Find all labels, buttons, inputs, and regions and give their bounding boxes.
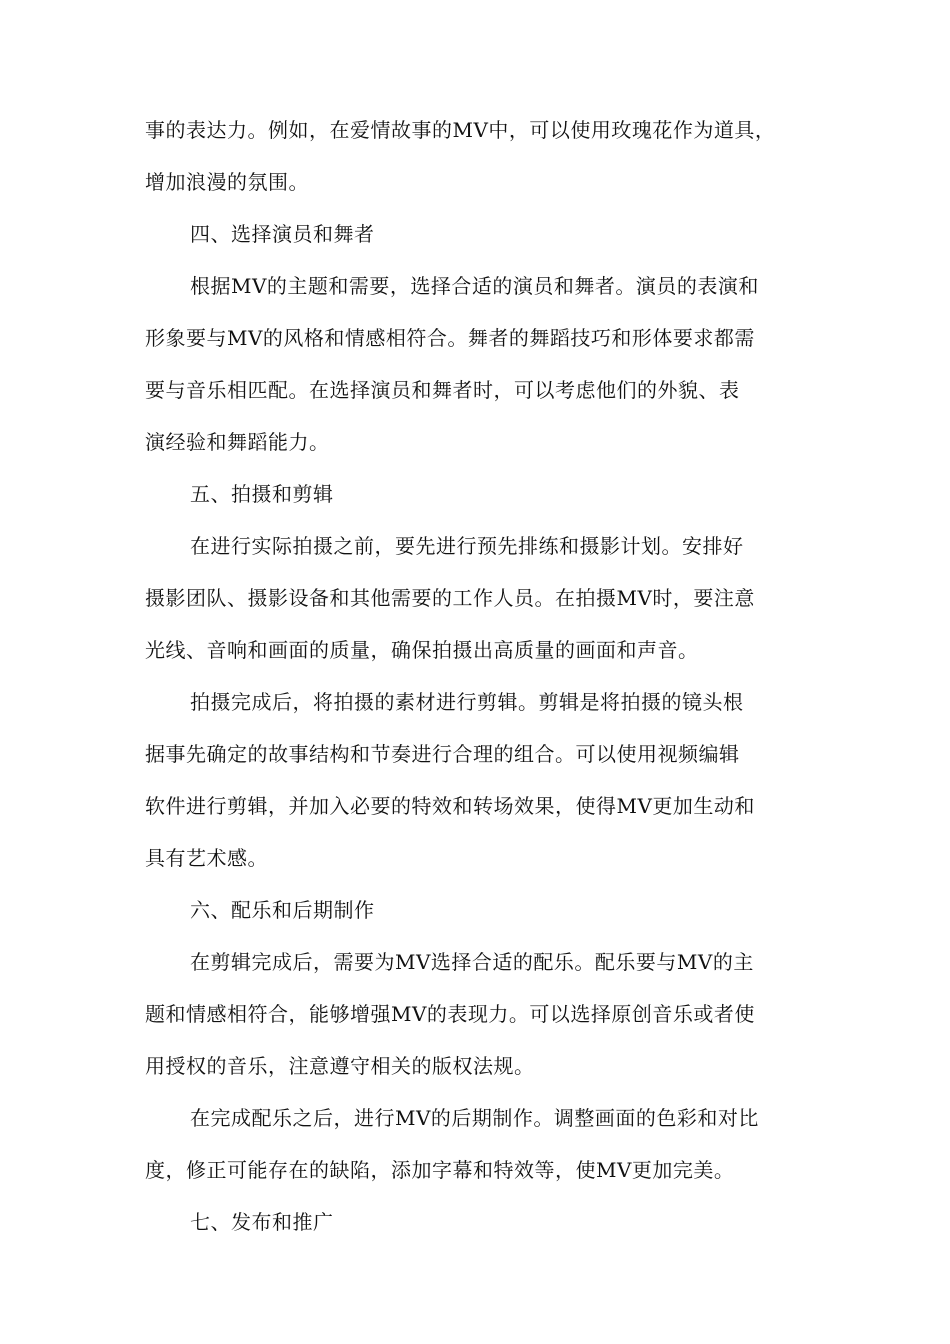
- document-body: [145, 104, 805, 1248]
- paragraph-line: 在剪辑完成后，需要为MV选择合适的配乐。配乐要与MV的主: [190, 950, 754, 974]
- paragraph-line: 用授权的音乐，注意遵守相关的版权法规。: [145, 1054, 535, 1078]
- heading-text: 七、发布和推广: [190, 1210, 334, 1234]
- paragraph: [145, 260, 805, 468]
- section-heading-5: [145, 468, 805, 520]
- section-heading-6: [145, 884, 805, 936]
- paragraph: [145, 520, 805, 676]
- paragraph-line: 摄影团队、摄影设备和其他需要的工作人员。在拍摄MV时，要注意: [145, 586, 755, 610]
- paragraph-line: 形象要与MV的风格和情感相符合。舞者的舞蹈技巧和形体要求都需: [145, 326, 755, 350]
- heading-text: 四、选择演员和舞者: [190, 222, 375, 246]
- paragraph-line: 增加浪漫的氛围。: [145, 170, 309, 194]
- paragraph-line: 演经验和舞蹈能力。: [145, 430, 330, 454]
- paragraph-line: 在进行实际拍摄之前，要先进行预先排练和摄影计划。安排好: [190, 534, 744, 558]
- paragraph-line: 根据MV的主题和需要，选择合适的演员和舞者。演员的表演和: [190, 274, 759, 298]
- section-heading-7: [145, 1196, 805, 1248]
- section-heading-4: [145, 208, 805, 260]
- heading-text: 五、拍摄和剪辑: [190, 482, 334, 506]
- paragraph-line: 在完成配乐之后，进行MV的后期制作。调整画面的色彩和对比: [190, 1106, 759, 1130]
- paragraph-line: 光线、音响和画面的质量，确保拍摄出高质量的画面和声音。: [145, 638, 699, 662]
- paragraph-line: 软件进行剪辑，并加入必要的特效和转场效果，使得MV更加生动和: [145, 794, 755, 818]
- heading-text: 六、配乐和后期制作: [190, 898, 375, 922]
- paragraph-line: 事的表达力。例如，在爱情故事的MV中，可以使用玫瑰花作为道具，: [145, 118, 776, 142]
- paragraph-line: 据事先确定的故事结构和节奏进行合理的组合。可以使用视频编辑: [145, 742, 740, 766]
- paragraph: [145, 676, 805, 884]
- paragraph: [145, 936, 805, 1092]
- paragraph-continued: [145, 104, 805, 208]
- paragraph-line: 具有艺术感。: [145, 846, 268, 870]
- paragraph-line: 要与音乐相匹配。在选择演员和舞者时，可以考虑他们的外貌、表: [145, 378, 740, 402]
- paragraph: [145, 1092, 805, 1196]
- paragraph-line: 度，修正可能存在的缺陷，添加字幕和特效等，使MV更加完美。: [145, 1158, 735, 1182]
- paragraph-line: 拍摄完成后，将拍摄的素材进行剪辑。剪辑是将拍摄的镜头根: [190, 690, 744, 714]
- paragraph-line: 题和情感相符合，能够增强MV的表现力。可以选择原创音乐或者使: [145, 1002, 755, 1026]
